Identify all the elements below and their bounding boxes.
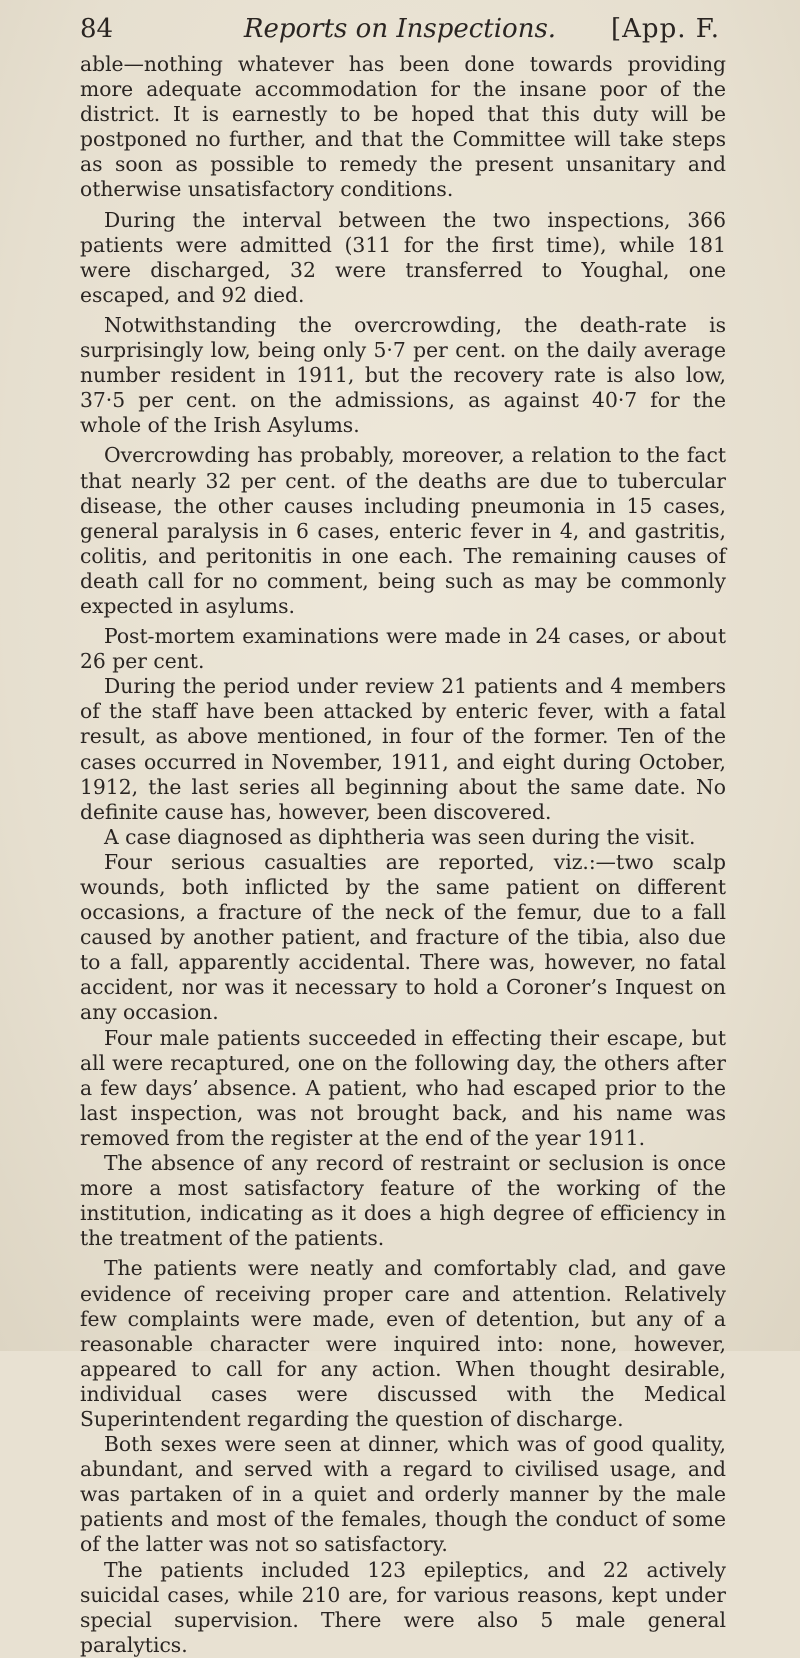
appendix-label: [App. F.	[611, 14, 720, 44]
paragraph-casualties: Four serious casualties are reported, viz.:—two scalp wounds, both inflicted by the same patient on different occasions, a fracture of the neck of the femur, due to a fall caused by another patient, and fracture of the tibia, also due to a fall, apparently accidental. There was, however, no fatal accident, nor was it necessary to hold a Coroner’s Inquest on any occasion.	[80, 849, 726, 1025]
paragraph-post-mortem: Post-mortem examinations were made in 24 cases, or about 26 per cent.	[80, 624, 726, 674]
paragraph-continuation: able—nothing whatever has been done towards providing more adequate accommodation for the insane poor of the district. It is earnestly to be hoped that this duty will be postponed no further, and that the Committee will take steps as soon as possible to remedy the present unsanitary and otherwise unsatisfactory conditions.	[80, 52, 726, 202]
page-header	[80, 14, 720, 48]
paragraph-dinner: Both sexes were seen at dinner, which was of good quality, abundant, and served with a regard to civilised usage, and was partaken of in a quiet and orderly manner by the male patients and most of the females, though the conduct of some of the latter was not so satisfactory.	[80, 1432, 726, 1557]
paragraph-epileptics: The patients included 123 epileptics, and 22 actively suicidal cases, while 210 are, for various reasons, kept under special supervision. There were also 5 male general paralytics.	[80, 1557, 726, 1657]
paragraph-diphtheria: A case diagnosed as diphtheria was seen during the visit.	[104, 824, 696, 849]
page-number: 84	[80, 14, 114, 44]
running-title: Reports on Inspections.	[243, 14, 557, 44]
paragraph-patient-care: The patients were neatly and comfortably clad, and gave evidence of receiving proper care and attention. Relatively few complaints were made, even of detention, but any of a reasonable character were inquired into: none, however, appeared to call for any action. When thought desirable, individual cases were discussed with the Medical Superintendent regarding the question of discharge.	[80, 1256, 726, 1431]
paragraph-enteric-fever: During the period under review 21 patients and 4 members of the staff have been attacked by enteric fever, with a fatal result, as above mentioned, in four of the former. Ten of the cases occurred in November, 1911, and eight during October, 1912, the last series all beginning about the same date. No definite cause has, however, been discovered.	[80, 674, 726, 824]
paragraph-restraint: The absence of any record of restraint or seclusion is once more a most satisfactory feature of the working of the institution, indicating as it does a high degree of efficiency in the treatment of the patients.	[80, 1151, 726, 1251]
report-body	[80, 52, 726, 1658]
paragraph-escapes: Four male patients succeeded in effecting their escape, but all were recaptured, one on the following day, the others after a few days’ absence. A patient, who had escaped prior to the last inspection, was not brought back, and his name was removed from the register at the end of the year 1911.	[80, 1025, 726, 1150]
paragraph-admissions: During the interval between the two inspections, 366 patients were admitted (311 for the first time), while 181 were discharged, 32 were transferred to Youghal, one escaped, and 92 died.	[80, 207, 726, 307]
paragraph-causes-of-death: Overcrowding has probably, moreover, a relation to the fact that nearly 32 per cent. of the deaths are due to tubercular disease, the other causes including pneumonia in 15 cases, general paralysis in 6 cases, enteric fever in 4, and gastritis, colitis, and peritonitis in one each. The remaining causes of death call for no comment, being such as may be commonly expected in asylums.	[80, 443, 726, 618]
paragraph-death-rate: Notwithstanding the overcrowding, the death-rate is surprisingly low, being only 5·7 per cent. on the daily average number resident in 1911, but the recovery rate is also low, 37·5 per cent. on the admissions, as against 40·7 for the whole of the Irish Asylums.	[80, 312, 726, 438]
